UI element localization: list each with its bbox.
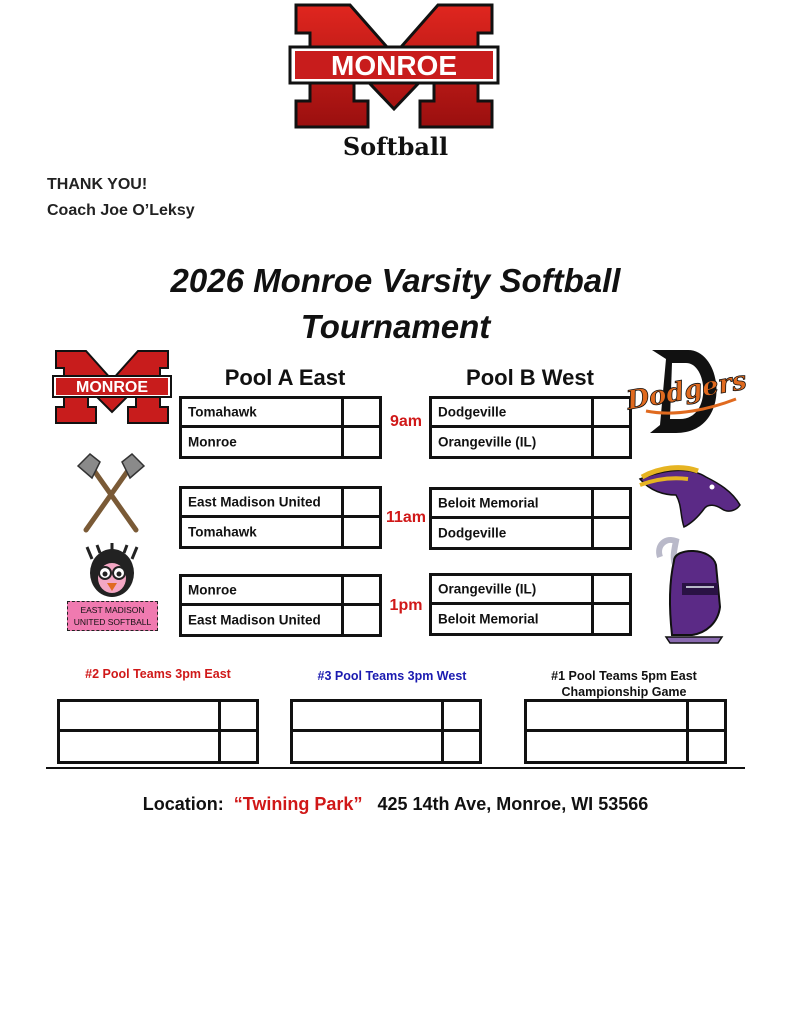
bracket-first-label [515, 668, 733, 700]
game-row [432, 605, 629, 634]
team-name: Orangeville (IL) [438, 581, 537, 597]
time-1pm: 1pm [389, 597, 423, 614]
team-name: Monroe [188, 434, 237, 450]
score-box[interactable] [686, 732, 724, 762]
tournament-title [0, 258, 791, 350]
bronco-logo [636, 465, 742, 529]
east-madison-logo [67, 545, 158, 632]
bracket-second-game [57, 699, 259, 764]
bracket-third-game [290, 699, 482, 764]
bracket-first-game [524, 699, 727, 764]
game-row [182, 606, 379, 635]
team-name: Tomahawk [188, 404, 257, 420]
softball-subtitle: Softball [342, 132, 449, 161]
monroe-small-logo [52, 350, 172, 424]
pool-a-heading: Pool A East [224, 365, 346, 390]
logo-text: MONROE [331, 50, 457, 81]
score-box[interactable] [341, 518, 379, 547]
score-box[interactable] [218, 702, 256, 729]
team-name: Beloit Memorial [438, 611, 539, 627]
team-name: Tomahawk [188, 524, 257, 540]
score-box[interactable] [341, 489, 379, 515]
score-box[interactable] [591, 605, 629, 634]
game-row [432, 576, 629, 605]
bracket-first-line: #1 Pool Teams 5pm East [551, 669, 697, 683]
east-madison-banner [67, 601, 158, 631]
pool-b-heading: Pool B West [466, 365, 594, 390]
banner-line: UNITED SOFTBALL [73, 617, 152, 627]
address: 425 14th Ave, Monroe, WI 53566 [377, 794, 649, 814]
game-row [182, 577, 379, 606]
score-box[interactable] [341, 577, 379, 603]
team-name: East Madison United [188, 494, 321, 510]
pool-b-game-3 [429, 573, 632, 636]
dodgers-logo [624, 347, 749, 435]
game-row [432, 428, 629, 457]
team-name: Beloit Memorial [438, 495, 539, 511]
score-box[interactable] [218, 732, 256, 762]
tomahawk-logo [76, 452, 146, 532]
game-row [527, 732, 724, 762]
game-row [432, 399, 629, 428]
monroe-logo [288, 3, 500, 129]
pool-b-game-2 [429, 487, 632, 550]
score-box[interactable] [441, 702, 479, 729]
team-name: Orangeville (IL) [438, 434, 537, 450]
team-name: Monroe [188, 582, 237, 598]
pool-a-game-3 [179, 574, 382, 637]
score-box[interactable] [591, 490, 629, 516]
pool-a-game-1 [179, 396, 382, 459]
team-name: East Madison United [188, 612, 321, 628]
team-name: Dodgeville [438, 404, 507, 420]
thanks-line: THANK YOU! [47, 176, 148, 193]
game-row [527, 702, 724, 732]
time-9am: 9am [389, 413, 423, 430]
game-row [60, 732, 256, 762]
score-box[interactable] [591, 576, 629, 602]
bracket-second-label: #2 Pool Teams 3pm East [85, 667, 231, 681]
game-row [293, 702, 479, 732]
location-label: Location: [142, 794, 224, 814]
banner-line: EAST MADISON [80, 605, 145, 615]
title-line-1: 2026 Monroe Varsity Softball [170, 262, 621, 299]
pool-a-game-2 [179, 486, 382, 549]
score-box[interactable] [341, 399, 379, 425]
thanks-note [47, 172, 195, 224]
score-box[interactable] [591, 428, 629, 457]
coach-name: Coach Joe O’Leksy [47, 202, 195, 219]
game-row [182, 518, 379, 547]
game-row [432, 519, 629, 548]
score-box[interactable] [686, 702, 724, 729]
game-row [293, 732, 479, 762]
knight-logo [652, 537, 732, 644]
pool-b-game-1 [429, 396, 632, 459]
park-name: “Twining Park” [233, 794, 363, 814]
title-line-2: Tournament [300, 308, 491, 345]
small-logo-text: MONROE [76, 379, 148, 396]
location-line [0, 794, 791, 815]
game-row [182, 489, 379, 518]
time-11am: 11am [385, 509, 427, 526]
team-name: Dodgeville [438, 525, 507, 541]
score-box[interactable] [591, 399, 629, 425]
bracket-first-line: Championship Game [561, 685, 687, 699]
game-row [432, 490, 629, 519]
game-row [182, 428, 379, 457]
bracket-third-label: #3 Pool Teams 3pm West [317, 669, 467, 683]
divider-line [46, 767, 745, 769]
game-row [60, 702, 256, 732]
score-box[interactable] [341, 606, 379, 635]
game-row [182, 399, 379, 428]
score-box[interactable] [591, 519, 629, 548]
dodgers-wordmark: Dodgers [624, 365, 749, 417]
score-box[interactable] [341, 428, 379, 457]
score-box[interactable] [441, 732, 479, 762]
